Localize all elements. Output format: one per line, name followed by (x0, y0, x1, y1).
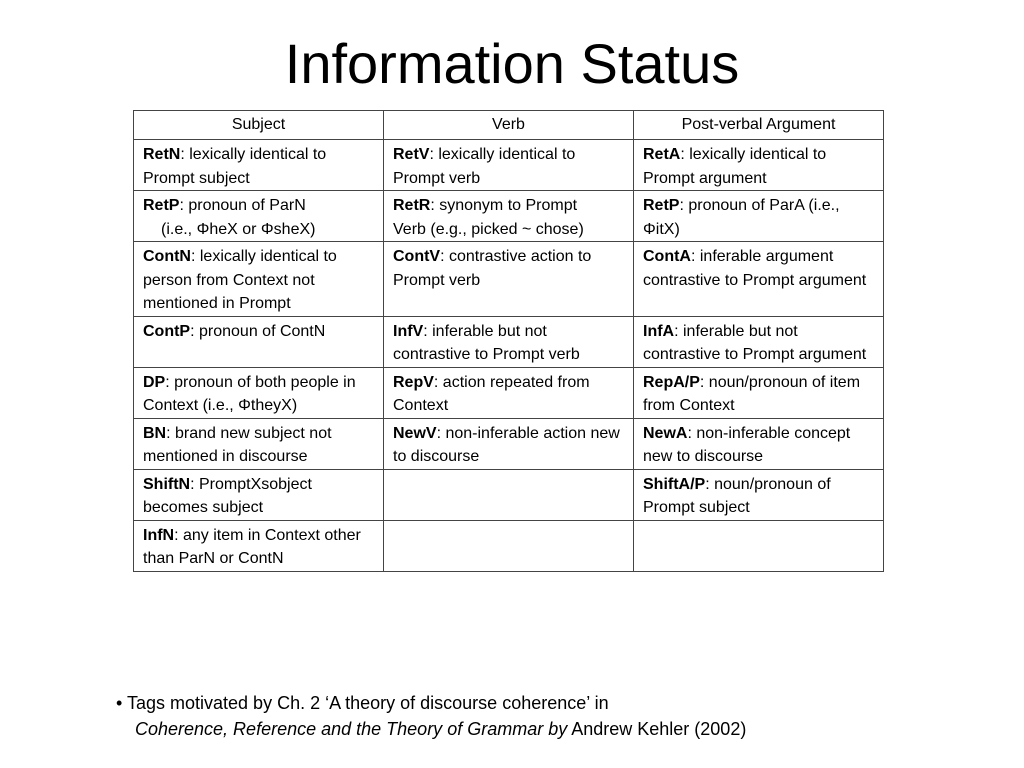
table-cell-empty (634, 520, 884, 571)
information-status-table (133, 110, 884, 572)
table-row (134, 418, 884, 469)
tag-label: RetP (643, 197, 680, 214)
tag-description-example: (i.e., ΦheX or ΦsheX) (161, 220, 316, 238)
tag-label: RetP (143, 197, 180, 214)
tag-description: : brand new subject not mentioned in discourse (143, 424, 332, 465)
tag-description: : lexically identical to person from Context not mentioned in Prompt (143, 248, 337, 312)
table-cell (634, 469, 884, 520)
table-row (134, 140, 884, 191)
tag-description: : PromptXsobject becomes subject (143, 475, 312, 516)
footnote-line (116, 690, 746, 716)
tag-description: : inferable but not contrastive to Prompt verb (393, 322, 580, 363)
book-title: Coherence, Reference and the Theory of Grammar by (135, 719, 568, 739)
table-cell (134, 520, 384, 571)
tag-description: : pronoun of ParN (179, 197, 306, 214)
table-cell (634, 418, 884, 469)
tag-description: : non-inferable concept new to discourse (643, 424, 851, 465)
tag-label: ContP (143, 322, 191, 340)
table-row (134, 316, 884, 367)
author-and-year: Andrew Kehler (2002) (567, 719, 747, 739)
table-row (134, 520, 884, 571)
tag-label: InfN (143, 526, 175, 544)
table-row (134, 367, 884, 418)
tag-description: : pronoun of both people in Context (i.e., ΦtheyX) (143, 373, 356, 414)
tag-label: NewA (643, 424, 688, 442)
tag-description: : pronoun of ParA (i.e., ΦitX) (643, 197, 840, 238)
table-cell-empty (384, 469, 634, 520)
table-row (134, 469, 884, 520)
table-cell (634, 242, 884, 317)
table-cell (634, 316, 884, 367)
table-cell (384, 140, 634, 191)
table-row (134, 242, 884, 317)
table-cell (384, 367, 634, 418)
tag-label: ShiftN (143, 475, 191, 493)
table-cell (134, 367, 384, 418)
tag-label: ShiftA/P (643, 475, 706, 493)
table-cell (634, 140, 884, 191)
tag-description: : pronoun of ContN (190, 322, 326, 340)
table-cell (384, 191, 634, 242)
table-cell (634, 367, 884, 418)
tag-description: : non-inferable action new to discourse (393, 424, 620, 465)
tag-label: InfV (393, 322, 424, 340)
slide-title: Information Status (284, 32, 740, 95)
tag-description: : lexically identical to Prompt subject (143, 146, 327, 187)
tag-label: RetV (393, 146, 430, 163)
tag-description: : action repeated from Context (393, 373, 590, 414)
tag-label: NewV (393, 424, 437, 442)
table-cell (384, 418, 634, 469)
tag-description: : inferable but not contrastive to Prompt argument (643, 322, 867, 363)
column-header-verb: Verb (384, 111, 634, 140)
table-cell (634, 191, 884, 242)
tag-label: RepV (393, 373, 434, 391)
tag-label: ContA (643, 248, 691, 265)
table-cell (134, 469, 384, 520)
tag-label: InfA (643, 322, 675, 340)
table-row (134, 191, 884, 242)
tag-label: RepA/P (643, 373, 700, 391)
table-cell-empty (384, 520, 634, 571)
tag-description: : lexically identical to Prompt verb (393, 146, 576, 187)
table-cell (384, 242, 634, 317)
table-cell (384, 316, 634, 367)
tag-label: BN (143, 424, 167, 442)
source-footnote (116, 690, 746, 742)
table-cell (134, 418, 384, 469)
tag-description: : inferable argument contrastive to Prompt argument (643, 248, 867, 289)
tag-label: RetN (143, 146, 181, 163)
footnote-text: Tags motivated by Ch. 2 ‘A theory of discourse coherence’ in (127, 693, 609, 713)
tag-description: : lexically identical to Prompt argument (643, 146, 827, 187)
tag-description-example: Verb (e.g., picked ~ chose) (393, 220, 584, 238)
footnote-citation (116, 716, 746, 742)
tag-description: : any item in Context other than ParN or ContN (143, 526, 361, 567)
tag-description: : synonym to Prompt (430, 197, 578, 214)
tag-description: : noun/pronoun of item from Context (643, 373, 861, 414)
tag-label: RetR (393, 197, 431, 214)
tag-label: ContN (143, 248, 191, 265)
bullet-marker: • (116, 693, 123, 713)
table-cell (134, 316, 384, 367)
tag-label: RetA (643, 146, 681, 163)
table-cell (134, 191, 384, 242)
table-cell (134, 242, 384, 317)
tag-description: : contrastive action to Prompt verb (393, 248, 592, 289)
tag-label: DP (143, 373, 166, 391)
column-header-subject: Subject (134, 111, 384, 140)
tag-description: : noun/pronoun of Prompt subject (643, 475, 831, 516)
table-cell (134, 140, 384, 191)
column-header-argument: Post-verbal Argument (634, 111, 884, 140)
header-row (134, 111, 884, 140)
tag-label: ContV (393, 248, 441, 265)
